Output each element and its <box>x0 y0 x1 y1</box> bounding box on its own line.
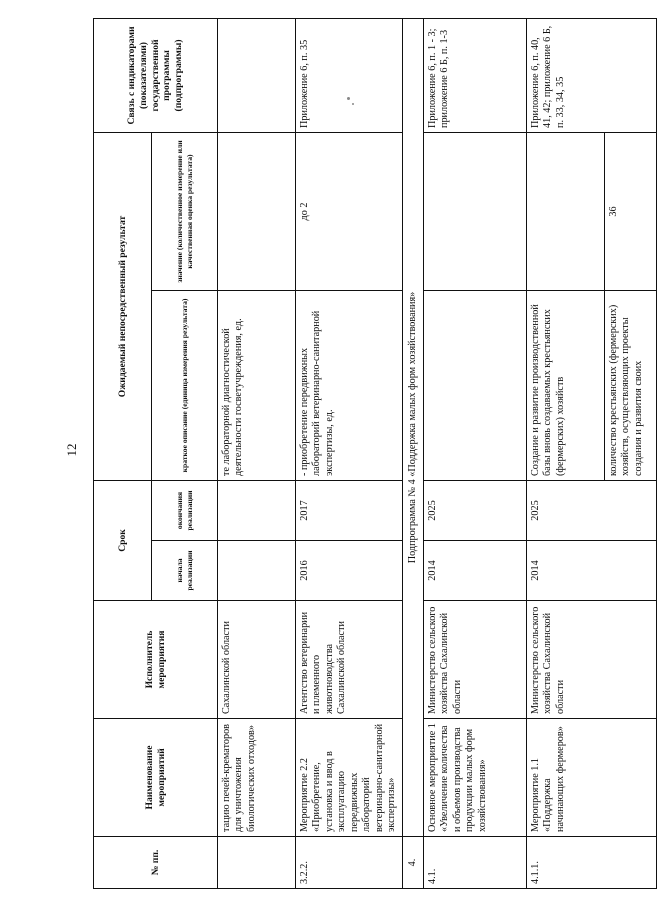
cell-value <box>423 132 526 290</box>
cell-exec: Сахалинской области <box>218 601 296 719</box>
cell-desc: - приобретение передвижных лабораторий ветеринарно-санитарной экспертизы, ед. <box>296 291 403 481</box>
cell-exec: Агентство ветеринарии и племенного животноводства Сахалинской области <box>296 601 403 719</box>
col-desc-header: краткое описание (единица измерения результата) <box>152 291 218 481</box>
cell-link: Приложение 6, п. 35 <box>296 18 403 132</box>
cell-name: тацию печей-крематоров для уничтожения биологических отходов» <box>218 719 296 837</box>
cell-desc: количество крестьянских (фермерских) хозяйств, осуществляющих проекты создания и развития своих <box>604 291 656 481</box>
table-row <box>526 18 604 888</box>
cell-value: до 2 <box>296 132 403 290</box>
cell-num: 4.1.1. <box>526 837 656 889</box>
cell-value: 36 <box>604 132 656 290</box>
cell-value <box>218 132 296 290</box>
cell-desc: те лабораторной диагностической деятельности госветучреждения, ед. <box>218 291 296 481</box>
cell-exec: Министерство сельского хозяйства Сахалинской области <box>423 601 526 719</box>
cell-name: Мероприятие 1.1 «Поддержка начинающих фермеров» <box>526 719 656 837</box>
cell-name: Основное мероприятие 1 «Увеличение количества и объемов производства продукции малых форм хозяйствования» <box>423 719 526 837</box>
col-result-header: Ожидаемый непосредственный результат <box>94 132 152 480</box>
cell-start: 2016 <box>296 541 403 601</box>
header-row <box>94 18 152 888</box>
subprogram-row <box>402 18 423 888</box>
col-num-header: № пп. <box>94 837 218 889</box>
cell-num: 3.2.2. <box>296 837 403 889</box>
cell-end <box>218 481 296 541</box>
cell-start: 2014 <box>526 541 656 601</box>
cell-link: Приложение 6, п. 1 - 3; приложение 6 Б, п. 1-3 <box>423 18 526 132</box>
page-number: 12 <box>64 443 79 457</box>
col-value-header: значение (количественное измерение или качественная оценка результата) <box>152 132 218 290</box>
col-exec-header: Исполнитель мероприятия <box>94 601 218 719</box>
subprogram-num: 4. <box>402 837 423 889</box>
rotated-table-container <box>93 19 644 889</box>
subprogram-title: Подпрограмма № 4 «Поддержка малых форм хозяйствования» <box>402 18 423 836</box>
table-row <box>218 18 296 888</box>
measures-table <box>93 18 657 889</box>
cell-num: 4.1. <box>423 837 526 889</box>
cell-num <box>218 837 296 889</box>
cell-desc <box>423 291 526 481</box>
table-row <box>423 18 526 888</box>
cell-end: 2025 <box>423 481 526 541</box>
table-row <box>296 18 403 888</box>
cell-end: 2017 <box>296 481 403 541</box>
cell-desc: Создание и развитие производственной базы вновь создаваемых крестьянских (фермерских) хозяйств <box>526 291 604 481</box>
col-end-header: окончания реализации <box>152 481 218 541</box>
col-link-header: Связь с индикаторами (показателями) государственной программы (подпрограммы) <box>94 18 218 132</box>
cell-link: Приложение 6, п. 40, 41, 42; приложение 6 Б, п. 33, 34, 35 <box>526 18 656 132</box>
cell-name: Мероприятие 2.2 «Приобретение, установка и ввод в эксплуатацию передвижных лабораторий ветеринарно-санитарной экспертизы» <box>296 719 403 837</box>
cell-exec: Министерство сельского хозяйства Сахалинской области <box>526 601 656 719</box>
cell-link <box>218 18 296 132</box>
col-name-header: Наименование мероприятий <box>94 719 218 837</box>
cell-value <box>526 132 604 290</box>
cell-end: 2025 <box>526 481 656 541</box>
col-term-header: Срок <box>94 481 152 601</box>
cell-start <box>218 541 296 601</box>
col-start-header: начала реализации <box>152 541 218 601</box>
cell-start: 2014 <box>423 541 526 601</box>
